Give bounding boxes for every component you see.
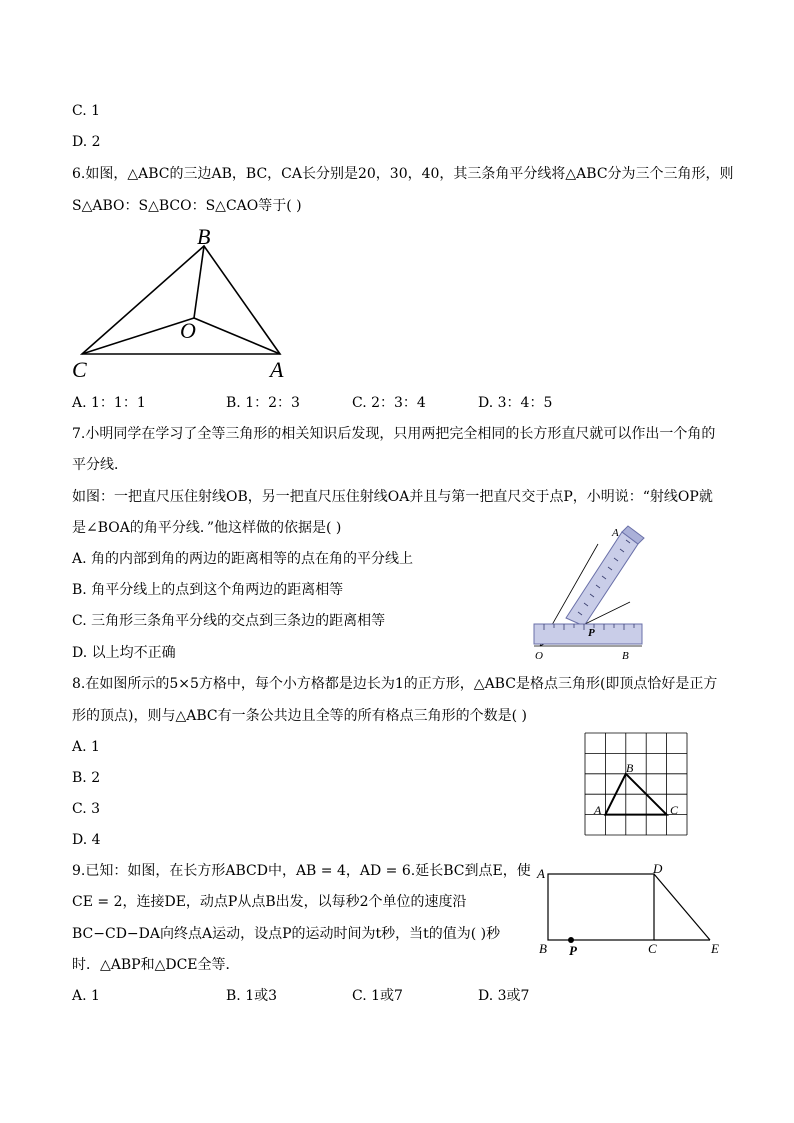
label-c: C [72, 357, 87, 382]
q7-stem-line4: 是∠BOA的角平分线．”他这样做的依据是( ) [72, 520, 342, 536]
segment-de [654, 874, 710, 940]
q7-option-b: B. 角平分线上的点到这个角两边的距离相等 [72, 582, 344, 598]
label-p: P [569, 943, 577, 958]
label-d: D [653, 861, 663, 876]
label-a: A [537, 866, 545, 881]
bisector-co [82, 318, 194, 354]
q8-option-d: D. 4 [72, 832, 101, 848]
label-o: O [180, 318, 196, 343]
q7-stem-line2: 平分线． [72, 457, 128, 473]
label-b: B [539, 941, 547, 956]
label-a: A [594, 803, 602, 817]
q9-stem-line3: BC−CD−DA向终点A运动，设点P的运动时间为t秒，当t的值为( )秒 [72, 926, 501, 942]
q6-triangle-figure [66, 222, 306, 382]
label-p: P [588, 627, 595, 639]
q8-option-c: C. 3 [72, 801, 101, 817]
q7-stem-line1: 7.小明同学在学习了全等三角形的相关知识后发现，只用两把完全相同的长方形直尺就可以作出一个角的 [72, 426, 716, 442]
q7-stem-line3: 如图：一把直尺压住射线OB，另一把直尺压住射线OA并且与第一把直尺交于点P，小明说：“射线OP就 [72, 489, 713, 505]
q8-option-b: B. 2 [72, 770, 101, 786]
q9-rectangle-figure [532, 856, 728, 962]
q8-stem-line1: 8.在如图所示的5×5方格中，每个小方格都是边长为1的正方形，△ABC是格点三角形(即顶点恰好是正方 [72, 676, 718, 692]
label-c: C [670, 803, 679, 817]
q7-rulers-figure [526, 522, 650, 664]
q9-option-a: A. 1 [72, 988, 100, 1004]
q6-option-b: B. 1：2：3 [226, 395, 300, 411]
q9-stem-line1: 9.已知：如图，在长方形ABCD中，AB = 4，AD = 6.延长BC到点E，使 [72, 863, 531, 879]
q6-option-d: D. 3：4：5 [478, 395, 553, 411]
label-a: A [612, 527, 619, 539]
q7-option-d: D. 以上均不正确 [72, 645, 176, 661]
label-c: C [648, 941, 657, 956]
q6-option-c: C. 2：3：4 [352, 395, 426, 411]
bisector-bo [194, 246, 204, 318]
ruler-oa [566, 526, 644, 626]
rectangle-abcd [548, 874, 654, 940]
q9-option-b: B. 1或3 [226, 988, 278, 1004]
label-e: E [711, 941, 719, 956]
q8-option-a: A. 1 [72, 739, 100, 755]
q9-option-c: C. 1或7 [352, 988, 403, 1004]
q7-option-a: A. 角的内部到角的两边的距离相等的点在角的平分线上 [72, 551, 414, 567]
label-b: B [197, 224, 211, 249]
q5-option-d: D. 2 [72, 134, 101, 150]
label-a: A [270, 357, 284, 382]
label-b: B [626, 761, 634, 775]
q7-option-c: C. 三角形三条角平分线的交点到三条边的距离相等 [72, 613, 386, 629]
q9-option-d: D. 3或7 [478, 988, 530, 1004]
label-o: O [535, 650, 543, 662]
q8-grid-figure [580, 728, 692, 840]
q9-stem-line2: CE = 2，连接DE，动点P从点B出发，以每秒2个单位的速度沿 [72, 894, 467, 910]
label-b: B [622, 650, 629, 662]
q6-stem-line2: S△ABO：S△BCO：S△CAO等于( ) [72, 198, 302, 214]
q5-option-c: C. 1 [72, 103, 101, 119]
q6-option-a: A. 1：1：1 [72, 395, 146, 411]
q8-stem-line2: 形的顶点)，则与△ABC有一条公共边且全等的所有格点三角形的个数是( ) [72, 708, 527, 724]
q9-stem-line4: 时．△ABP和△DCE全等． [72, 957, 240, 973]
q6-stem-line1: 6.如图，△ABC的三边AB，BC，CA长分别是20，30，40，其三条角平分线将△ABC分为三个三角形，则 [72, 166, 734, 182]
